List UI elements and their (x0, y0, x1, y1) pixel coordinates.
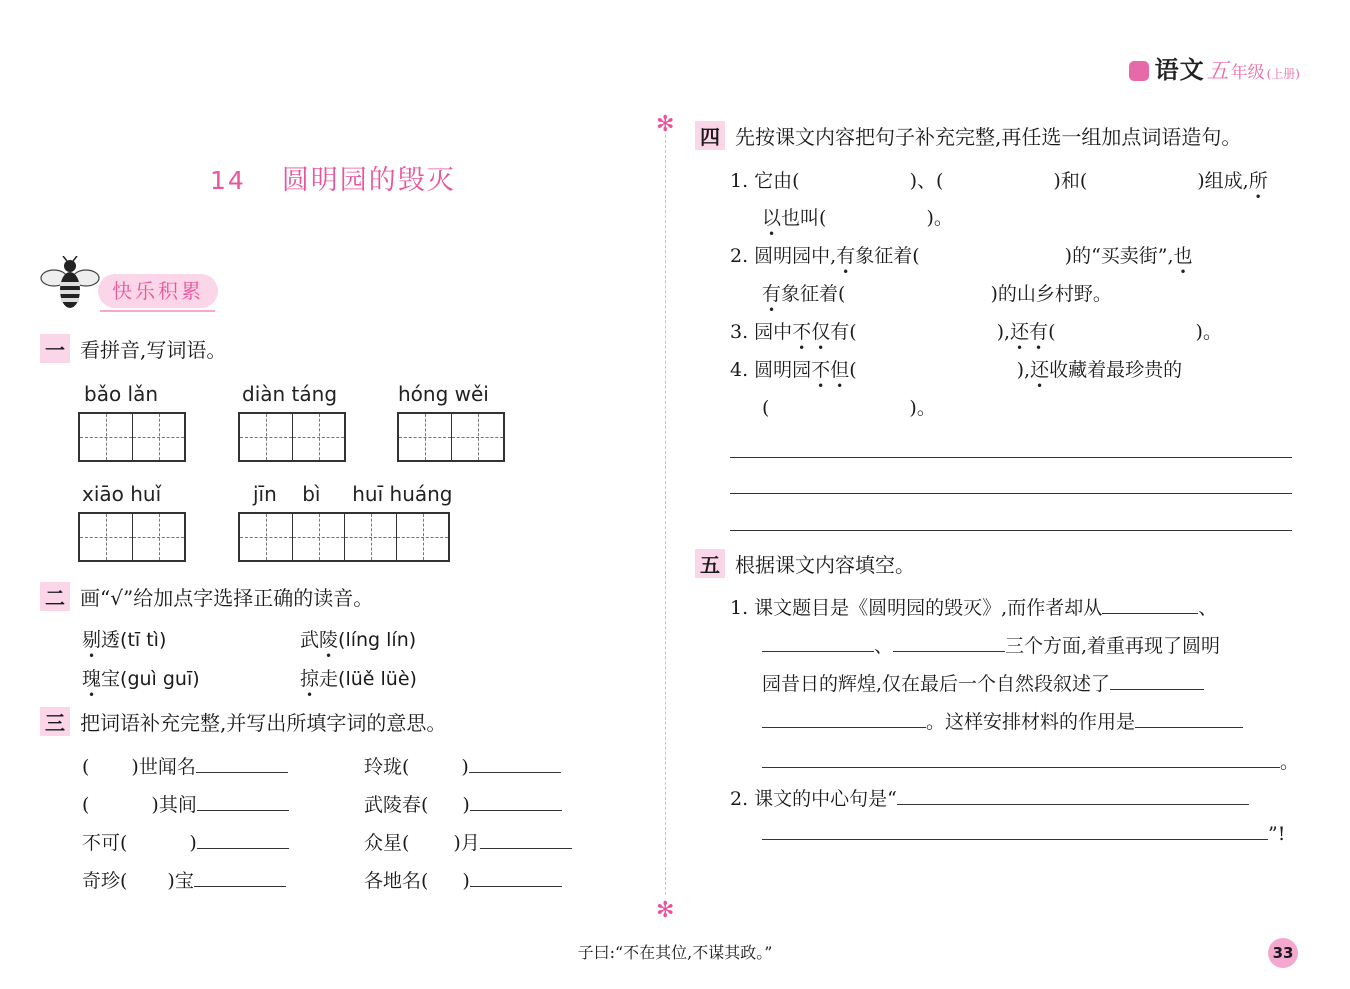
q5-text: 、 (874, 635, 894, 657)
pinyin-label: bǎo lǎn (84, 382, 159, 406)
q3-heading (40, 707, 446, 736)
q3-item[interactable] (82, 828, 289, 855)
q4-text: )、( (909, 170, 944, 192)
answer-blank[interactable] (762, 767, 1280, 768)
dotted-char: 有 (762, 283, 782, 305)
answer-blank[interactable] (197, 848, 289, 849)
q5-text: 2. 课文的中心句是“ (730, 788, 897, 810)
lesson-number: 14 (210, 166, 246, 195)
q3-before: 不可( (82, 832, 128, 854)
q3-mid: ) (461, 756, 469, 778)
header-volume: (上册) (1266, 67, 1300, 81)
dotted-char: 瑰 (82, 668, 102, 690)
pinyin-options[interactable]: (tī tì) (120, 629, 167, 651)
q2-word-rest: 宝 (101, 668, 121, 690)
q5-line (730, 593, 1217, 620)
header-subject: 语文 (1154, 56, 1205, 84)
q2-heading (40, 582, 373, 611)
header-grade-word: 年级 (1230, 63, 1265, 83)
answer-blank[interactable] (196, 772, 288, 773)
q3-before: 奇珍( (82, 870, 128, 892)
q5-prompt: 根据课文内容填空。 (735, 553, 915, 577)
dotted-char: 还 (1030, 359, 1050, 381)
dotted-char: 有 (1029, 321, 1049, 343)
q5-text: 。这样安排材料的作用是 (926, 711, 1136, 733)
q4-line (730, 355, 1182, 382)
q4-text: 象征着( (781, 283, 846, 305)
q4-text: 收藏着最珍贵的 (1049, 359, 1183, 381)
dotted-char: 不 (811, 359, 831, 381)
q5-text: 1. 课文题目是《圆明园的毁灭》,而作者却从 (730, 597, 1103, 619)
dotted-char: 仅 (811, 321, 831, 343)
pinyin-label: diàn táng (242, 382, 338, 406)
q4-text: 有( (830, 321, 857, 343)
writing-grid[interactable] (397, 412, 505, 462)
q4-text: )的“买卖街”, (1064, 245, 1174, 267)
q4-text: )和( (1053, 170, 1088, 192)
answer-blank[interactable] (762, 839, 1268, 840)
dotted-char: 所 (1248, 170, 1268, 192)
logo-icon (1129, 61, 1149, 81)
q4-text: )组成, (1197, 170, 1249, 192)
q2-word-pre: 武 (300, 629, 320, 651)
dotted-char: 也 (1173, 245, 1193, 267)
writing-grid[interactable] (78, 512, 186, 562)
q4-number: 四 (695, 121, 725, 150)
pinyin-options[interactable]: (líng lín) (338, 629, 417, 651)
q3-mid: )宝 (167, 870, 194, 892)
q5-text: 园昔日的辉煌,仅在最后一个自然段叙述了 (762, 673, 1111, 695)
q4-text: ( (762, 397, 770, 419)
star-icon: ✻ (656, 112, 675, 137)
q4-text: )。 (1195, 321, 1222, 343)
dotted-char: 但 (830, 359, 850, 381)
pinyin-label: hóng wěi (398, 382, 489, 406)
q3-before: 武陵春( (364, 794, 429, 816)
lesson-title (210, 158, 456, 197)
q3-item[interactable] (82, 790, 289, 817)
answer-blank[interactable] (194, 886, 286, 887)
q3-before: 众星( (364, 832, 410, 854)
header-grade: 五 (1206, 59, 1229, 84)
footer-quote: 子曰:“不在其位,不谋其政。” (577, 943, 773, 962)
q3-mid: )世闻名 (131, 756, 196, 778)
writing-line[interactable] (730, 530, 1292, 531)
q3-mid: )其间 (151, 794, 197, 816)
dotted-char: 掠 (300, 668, 320, 690)
writing-line[interactable] (730, 493, 1292, 494)
q3-before: 玲珑( (364, 756, 410, 778)
q3-item[interactable] (364, 828, 572, 855)
q5-text: 、 (1198, 597, 1218, 619)
dotted-char: 还 (1010, 321, 1030, 343)
q4-line (730, 241, 1193, 268)
answer-blank[interactable] (762, 727, 926, 728)
q4-prompt: 先按课文内容把句子补充完整,再任选一组加点词语造句。 (735, 125, 1242, 149)
pinyin-options[interactable]: (lüě lüè) (338, 668, 417, 690)
pinyin-options[interactable]: (guì guī) (120, 668, 200, 690)
q4-line (730, 317, 1222, 344)
answer-blank[interactable] (470, 886, 562, 887)
answer-blank[interactable] (1102, 613, 1198, 614)
q2-item (82, 664, 200, 691)
dotted-char: 剔 (82, 629, 102, 651)
q5-text: 三个方面,着重再现了圆明 (1005, 635, 1221, 657)
q3-number: 三 (40, 707, 70, 736)
q4-line (762, 393, 936, 420)
section-badge: 快乐积累 (98, 274, 218, 308)
q3-item[interactable] (82, 752, 288, 779)
dotted-char: 不 (792, 321, 812, 343)
q3-item[interactable] (364, 752, 561, 779)
q5-line (762, 747, 1299, 774)
q3-prompt: 把词语补充完整,并写出所填字词的意思。 (80, 711, 447, 735)
q4-text: )的山乡村野。 (990, 283, 1112, 305)
q2-word-rest: 透 (101, 629, 121, 651)
q2-item (82, 625, 166, 652)
q5-line (762, 669, 1204, 696)
q4-text: )。 (926, 207, 953, 229)
q3-item[interactable] (82, 866, 286, 893)
answer-blank[interactable] (1110, 689, 1204, 690)
q4-line (762, 203, 953, 230)
dotted-char: 陵 (319, 629, 339, 651)
q3-before: ( (82, 756, 90, 778)
q5-line (762, 707, 1243, 734)
badge-underline (100, 310, 215, 312)
q3-before: 各地名( (364, 870, 429, 892)
q4-text: ), (996, 321, 1011, 343)
page-number: 33 (1268, 938, 1298, 968)
q5-line (762, 631, 1220, 658)
q4-heading (695, 121, 1241, 150)
q4-text: 也叫( (781, 207, 827, 229)
writing-grid[interactable] (78, 412, 186, 462)
answer-blank[interactable] (897, 804, 1249, 805)
q2-item (300, 664, 417, 691)
q4-text: )。 (909, 397, 936, 419)
answer-blank[interactable] (197, 810, 289, 811)
q2-prompt: 画“√”给加点字选择正确的读音。 (80, 586, 374, 610)
q5-heading (695, 549, 915, 578)
q3-before: ( (82, 794, 90, 816)
q3-mid: ) (462, 870, 470, 892)
writing-grid[interactable] (238, 512, 450, 562)
answer-blank[interactable] (469, 772, 561, 773)
pinyin-label: xiāo huǐ (82, 482, 162, 506)
q3-item[interactable] (364, 790, 562, 817)
page-divider (665, 135, 666, 895)
answer-blank[interactable] (893, 651, 1005, 652)
answer-blank[interactable] (470, 810, 562, 811)
q5-line (730, 784, 1249, 811)
q4-text: 1. 它由( (730, 170, 800, 192)
q4-text: 象征着( (855, 245, 920, 267)
q4-line (762, 279, 1112, 306)
q4-text: ( (1048, 321, 1056, 343)
dotted-char: 以 (762, 207, 782, 229)
q1-prompt: 看拼音,写词语。 (80, 338, 227, 362)
book-header (1129, 50, 1300, 85)
q3-mid: ) (462, 794, 470, 816)
q4-text: ), (1016, 359, 1031, 381)
answer-blank[interactable] (762, 651, 874, 652)
q2-word-rest: 走 (319, 668, 339, 690)
pinyin-label: jīn bì huī huáng (253, 482, 453, 506)
q1-heading (40, 334, 226, 363)
q4-line (730, 166, 1268, 193)
q5-number: 五 (695, 549, 725, 578)
writing-line[interactable] (730, 457, 1292, 458)
q2-number: 二 (40, 582, 70, 611)
q4-text: 4. 圆明园 (730, 359, 812, 381)
q3-item[interactable] (364, 866, 562, 893)
answer-blank[interactable] (480, 848, 572, 849)
q4-text: 3. 园中 (730, 321, 793, 343)
star-icon: ✻ (656, 898, 675, 923)
q3-mid: ) (189, 832, 197, 854)
q4-text: 2. 圆明园中, (730, 245, 837, 267)
q3-mid: )月 (453, 832, 480, 854)
writing-grid[interactable] (238, 412, 346, 462)
q5-text: ”! (1268, 823, 1286, 845)
q5-line (762, 823, 1285, 845)
q4-text: ( (849, 359, 857, 381)
lesson-name: 圆明园的毁灭 (281, 165, 456, 196)
dotted-char: 有 (836, 245, 856, 267)
q2-item (300, 625, 416, 652)
q1-number: 一 (40, 334, 70, 363)
answer-blank[interactable] (1135, 727, 1243, 728)
q5-text: 。 (1280, 751, 1300, 773)
bee-icon (40, 256, 100, 316)
